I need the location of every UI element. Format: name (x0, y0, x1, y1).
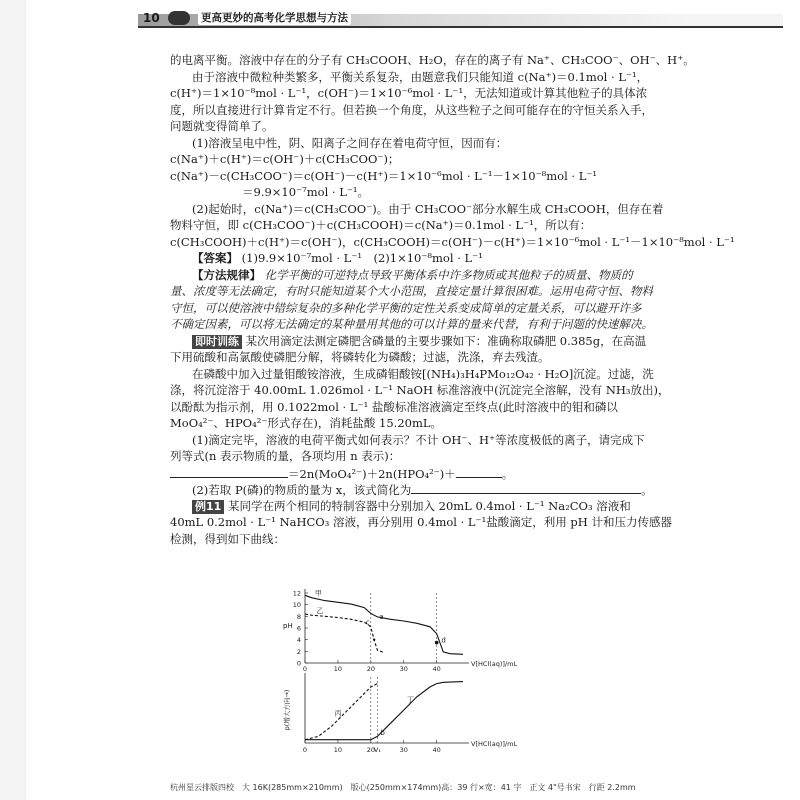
line-text: (1)溶液呈电中性，阴、阳离子之间存在着电荷守恒，因而有： (192, 135, 508, 150)
text-line-20 (170, 366, 655, 383)
y-axis-label: pH (283, 622, 293, 630)
x-tick-label: 40 (432, 665, 441, 673)
series-label: 丁 (407, 696, 415, 705)
line-text: 守恒，可以使溶液中错综复杂的多种化学平衡的定性关系变成简单的定量关系，可以避开许多 (170, 300, 642, 315)
text-line-24 (170, 432, 655, 449)
point-label: d (441, 636, 446, 645)
x-tick-label: 10 (333, 746, 343, 754)
line-text: c(Na⁺)＋c(H⁺)＝c(OH⁻)＋c(CH₃COO⁻)； (170, 152, 400, 166)
y-tick-label: 12 (292, 589, 301, 598)
text-line-26 (170, 465, 655, 482)
line-text: 某次用滴定法测定磷肥含磷量的主要步骤如下：准确称取磷肥 0.385g，在高温 (245, 333, 647, 348)
titration-figure (275, 585, 535, 755)
x-tick-label: 20 (366, 665, 375, 673)
text-line-27 (170, 481, 655, 498)
x-tick-label: 0 (302, 746, 308, 754)
y-tick-label: 6 (296, 624, 301, 633)
y-tick-label: 8 (296, 612, 301, 621)
v1-label: V₁ (373, 746, 381, 754)
scan-margin (0, 0, 26, 800)
text-line-6 (170, 135, 655, 152)
y-tick-label: 2 (296, 647, 301, 656)
y-tick-label: 4 (296, 636, 301, 645)
series-line (305, 595, 463, 654)
text-line-5 (170, 118, 655, 135)
text-line-15 (170, 283, 655, 300)
body-text (170, 52, 735, 547)
text-line-7 (170, 151, 655, 168)
section-label: 【答案】 (192, 251, 238, 265)
line-tail: 。 (501, 466, 514, 481)
x-tick-label: 30 (399, 746, 408, 754)
point-label: b (380, 729, 385, 738)
line-text: (1)9.9×10⁻⁷mol · L⁻¹ (2)1×10⁻⁸mol · L⁻¹ (241, 251, 483, 265)
line-text: (2)起始时，c(Na⁺)＝c(CH₃COO⁻)。由于 CH₃COO⁻部分水解生成 CH₃COOH，但存在着 (192, 201, 664, 216)
line-text: ＝2n(MoO₄²⁻)＋2n(HPO₄²⁻)＋ (288, 466, 456, 481)
x-axis-label: V[HCl(aq)]/mL (471, 660, 518, 668)
text-line-17 (170, 316, 655, 333)
line-text: 度，所以直接进行计算肯定不行。但若换一个角度，从这些粒子之间可能存在的守恒关系入手， (170, 102, 653, 117)
text-line-18 (170, 333, 655, 350)
text-line-11 (170, 217, 655, 234)
line-text: 在磷酸中加入过量钼酸铵溶液，生成磷钼酸铵[(NH₄)₃H₄PMo₁₂O₄₂ · H₂O]沉淀。过滤，洗 (192, 366, 654, 381)
x-tick-label: 0 (302, 665, 308, 673)
text-line-10 (170, 201, 664, 218)
line-text: 量、浓度等无法确定，有时只能知道某个大小范围，直接定量计算很困难。运用电荷守恒、物料 (170, 284, 653, 298)
line-text: 40mL 0.2mol · L⁻¹ NaHCO₃ 溶液，再分别用 0.4mol · L⁻¹盐酸滴定，利用 pH 计和压力传感器 (170, 515, 672, 529)
page-footer: 杭州星云排版四校 大 16K(285mm×210mm) 版心(250mm×174mm)高：39 行×宽：41 字 正文 4"号书宋 行距 2.2mm (170, 783, 636, 792)
point-label: c (365, 618, 370, 627)
text-line-3 (170, 85, 655, 102)
header-badge-icon (168, 11, 190, 25)
text-line-14 (170, 267, 655, 284)
line-text: (1)滴定完毕，溶液的电荷平衡式如何表示？不计 OH⁻、H⁺等浓度极低的离子，请完成下 (192, 432, 645, 447)
line-text: 检测，得到如下曲线： (170, 531, 285, 546)
series-line (305, 614, 384, 653)
text-line-21 (170, 382, 670, 399)
text-line-4 (170, 102, 655, 119)
section-label: 【方法规律】 (192, 267, 261, 282)
line-tail: 。 (641, 483, 653, 497)
line-text: 某同学在两个相同的特制容器中分别加入 20mL 0.4mol · L⁻¹ Na₂CO₃ 溶液和 (227, 498, 631, 513)
pressure-chart (282, 673, 517, 754)
text-line-8 (170, 168, 655, 185)
header-rule (138, 26, 783, 28)
answer-blank[interactable] (456, 465, 502, 478)
line-text: 物料守恒，即 c(CH₃COO⁻)＋c(CH₃COOH)＝c(Na⁺)＝0.1mol · L⁻¹，所以有： (170, 218, 592, 232)
line-text: 下用硫酸和高氯酸使磷肥分解，将磷转化为磷酸；过滤，洗涤，弃去残渣。 (170, 350, 550, 364)
line-text: 问题就变得简单了。 (170, 119, 274, 133)
line-text: 的电离平衡。溶液中存在的分子有 CH₃COOH、H₂O，存在的离子有 Na⁺、CH₃COO⁻、OH⁻、H⁺。 (170, 53, 695, 67)
series-label: 甲 (314, 589, 322, 598)
text-line-16 (170, 300, 655, 317)
line-text: c(CH₃COOH)＋c(H⁺)＝c(OH⁻)，c(CH₃COOH)＝c(OH⁻)－c(H⁺)＝1×10⁻⁶mol · L⁻¹－1×10⁻⁸mol · L⁻¹ (170, 234, 735, 249)
text-line-9 (170, 184, 655, 201)
section-label: 例11 (192, 500, 224, 514)
line-text: 以酚酞为指示剂，用 0.1022mol · L⁻¹ 盐酸标准溶液滴定至终点(此时溶液中的钼和磷以 (170, 399, 618, 414)
text-line-25 (170, 448, 655, 465)
text-line-12 (170, 234, 735, 251)
answer-blank[interactable] (411, 481, 641, 494)
line-text: 由于溶液中微粒种类繁多，平衡关系复杂，由题意我们只能知道 c(Na⁺)＝0.1mol · L⁻¹， (192, 69, 649, 84)
x-tick-label: 20 (366, 746, 375, 754)
x-tick-label: 40 (432, 746, 441, 754)
line-text: c(H⁺)＝1×10⁻⁸mol · L⁻¹，c(OH⁻)＝1×10⁻⁶mol · L⁻¹，无法知道或计算其他粒子的具体浓 (170, 86, 648, 100)
line-text: 涤，将沉淀溶于 40.00mL 1.026mol · L⁻¹ NaOH 标准溶液中(沉淀完全溶解，没有 NH₃放出)， (170, 383, 670, 397)
point-label: a (379, 612, 384, 621)
answer-blank[interactable] (170, 465, 288, 478)
text-line-28 (170, 498, 655, 515)
book-title: 更高更妙的高考化学思想与方法 (198, 10, 351, 25)
text-line-1 (170, 52, 695, 69)
text-line-30 (170, 531, 655, 548)
line-text: 列等式(n 表示物质的量，各项均用 n 表示)： (170, 449, 401, 463)
text-line-19 (170, 349, 655, 366)
series-label: 乙 (316, 606, 324, 615)
x-axis-label: V[HCl(aq)]/mL (471, 740, 518, 748)
text-line-23 (170, 415, 655, 432)
line-text: 不确定因素，可以将无法确定的某种量用其他的可以计算的量来代替，有利于问题的快速解决。 (170, 317, 653, 331)
text-line-13 (170, 250, 655, 267)
page-number: 10 (143, 11, 160, 25)
y-tick-label: 10 (292, 601, 301, 610)
line-text: c(Na⁺)－c(CH₃COO⁻)＝c(OH⁻)－c(H⁺)＝1×10⁻⁶mol · L⁻¹－1×10⁻⁸mol · L⁻¹ (170, 168, 598, 183)
line-text: (2)若取 P(磷)的物质的量为 x，该式简化为 (192, 483, 412, 497)
line-text: ＝9.9×10⁻⁷mol · L⁻¹。 (242, 185, 370, 199)
point-c (373, 638, 375, 640)
line-text: 化学平衡的可逆特点导致平衡体系中许多物质或其他粒子的质量、物质的 (264, 267, 633, 282)
ph-chart (283, 589, 517, 673)
line-text: MoO₄²⁻、HPO₄²⁻形式存在)，消耗盐酸 15.20mL。 (170, 416, 443, 430)
y-tick-label: 0 (296, 659, 301, 668)
section-label: 即时训练 (192, 335, 242, 349)
y-axis-label: p(增大方向→) (283, 689, 291, 731)
x-tick-label: 10 (333, 665, 343, 673)
text-line-22 (170, 399, 655, 416)
x-tick-label: 30 (399, 665, 408, 673)
text-line-29 (170, 514, 672, 531)
series-label: 丙 (334, 709, 342, 718)
point-d (435, 641, 439, 645)
text-line-2 (170, 69, 655, 86)
